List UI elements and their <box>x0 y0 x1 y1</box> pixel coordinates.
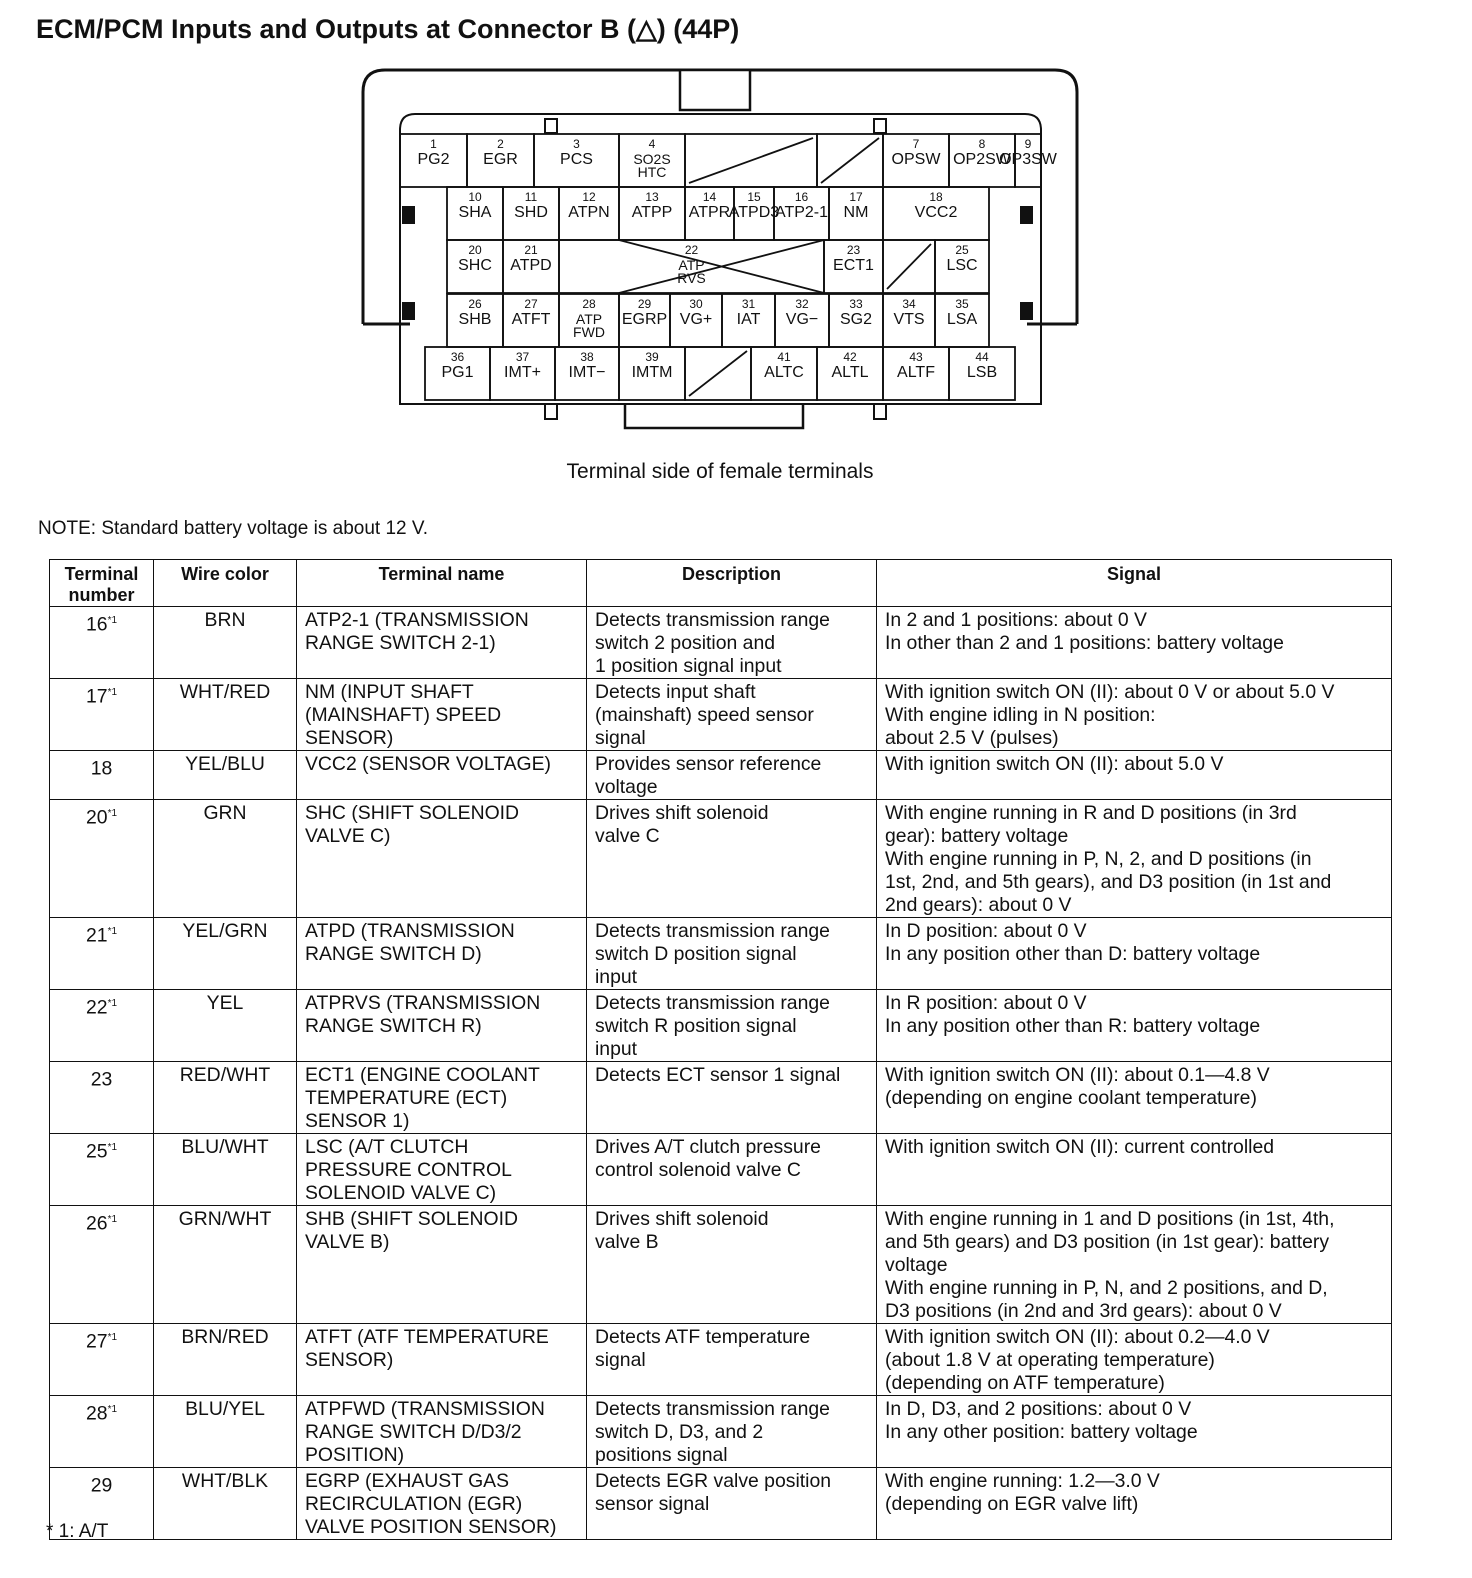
terminal-name: ECT1 (ENGINE COOLANT TEMPERATURE (ECT) SENSOR 1) <box>297 1062 587 1134</box>
description: Detects ECT sensor 1 signal <box>587 1062 877 1134</box>
pin-label: HTC <box>637 164 667 180</box>
pin-number: 26 <box>468 297 482 311</box>
terminal-name: ATPFWD (TRANSMISSION RANGE SWITCH D/D3/2 POSITION) <box>297 1396 587 1468</box>
terminal-name: EGRP (EXHAUST GAS RECIRCULATION (EGR) VALVE POSITION SENSOR) <box>297 1468 587 1540</box>
terminal-name: NM (INPUT SHAFT (MAINSHAFT) SPEED SENSOR) <box>297 679 587 751</box>
pin-label: ATPD <box>510 257 552 274</box>
signal: In D, D3, and 2 positions: about 0 V In any other position: battery voltage <box>877 1396 1392 1468</box>
voltage-note: NOTE: Standard battery voltage is about 12 V. <box>38 518 429 539</box>
signal: With engine running in 1 and D positions (in 1st, 4th, and 5th gears) and D3 position (in 1st gear): battery voltage With engine running in P, N, and 2 positions, and D, D3 positions (in 2nd and 3rd gears): about 0 V <box>877 1206 1392 1324</box>
pin-number: 34 <box>902 297 916 311</box>
pin-label: ATFT <box>511 311 551 328</box>
header-terminal-number: Terminal number <box>50 560 154 607</box>
table-row <box>50 918 1392 990</box>
terminal-name: ATPRVS (TRANSMISSION RANGE SWITCH R) <box>297 990 587 1062</box>
wire-color: BLU/YEL <box>154 1396 297 1468</box>
description: Drives shift solenoid valve C <box>587 800 877 918</box>
pin-number: 18 <box>929 190 943 204</box>
pin-label: LSA <box>946 311 978 328</box>
pin-number: 35 <box>955 297 969 311</box>
terminal-name: ATP2-1 (TRANSMISSION RANGE SWITCH 2-1) <box>297 607 587 679</box>
table-row <box>50 1062 1392 1134</box>
pin-number: 11 <box>524 190 538 204</box>
table-row <box>50 990 1392 1062</box>
signal: With engine running in R and D positions (in 3rd gear): battery voltage With engine running in P, N, 2, and D positions (in 1st, 2nd, and 5th gears), and D3 position (in 1st and 2nd gears): about 0 V <box>877 800 1392 918</box>
table-row <box>50 1396 1392 1468</box>
terminal-number: 22 <box>85 996 108 1019</box>
header-signal: Signal <box>877 560 1392 607</box>
terminal-name: ATFT (ATF TEMPERATURE SENSOR) <box>297 1324 587 1396</box>
terminal-number-cell <box>50 918 154 990</box>
pin-number: 13 <box>645 190 659 204</box>
pin-number: 9 <box>1024 137 1032 151</box>
diagram-caption: Terminal side of female terminals <box>566 460 874 483</box>
pin-number: 10 <box>468 190 482 204</box>
terminal-number-cell <box>50 1206 154 1324</box>
table-row <box>50 1324 1392 1396</box>
wire-color: WHT/RED <box>154 679 297 751</box>
terminal-number-cell <box>50 800 154 918</box>
table-row <box>50 1468 1392 1540</box>
pin-label: PG2 <box>417 151 450 168</box>
pin-number: 14 <box>702 190 717 204</box>
pin-label: OPSW <box>891 151 941 168</box>
pin-number: 12 <box>582 190 596 204</box>
pin-number: 25 <box>955 243 969 257</box>
pin-number: 4 <box>648 137 656 151</box>
terminal-number-cell <box>50 1396 154 1468</box>
wire-color: BLU/WHT <box>154 1134 297 1206</box>
table-row <box>50 1206 1392 1324</box>
footnote-mark: *1 <box>107 926 118 937</box>
terminal-number: 21 <box>85 924 108 947</box>
pin-number: 29 <box>637 297 652 311</box>
pin-label: IMTM <box>631 364 673 381</box>
pin-number: 41 <box>777 350 791 364</box>
pin-label: IMT− <box>568 364 606 381</box>
wire-color: GRN/WHT <box>154 1206 297 1324</box>
signal: With ignition switch ON (II): about 0.1—4.8 V (depending on engine coolant temperature) <box>877 1062 1392 1134</box>
terminal-number: 16 <box>85 613 108 636</box>
table-header-row <box>50 560 1392 607</box>
pin-number: 15 <box>747 190 761 204</box>
pin-number: 16 <box>794 190 809 204</box>
terminal-name: VCC2 (SENSOR VOLTAGE) <box>297 751 587 800</box>
description: Detects transmission range switch D, D3, and 2 positions signal <box>587 1396 877 1468</box>
table-row <box>50 751 1392 800</box>
terminal-number: 28 <box>85 1402 108 1425</box>
pin-label: PCS <box>560 151 593 168</box>
signal: With ignition switch ON (II): current controlled <box>877 1134 1392 1206</box>
description: Detects ATF temperature signal <box>587 1324 877 1396</box>
terminal-number-cell <box>50 679 154 751</box>
terminal-name: SHB (SHIFT SOLENOID VALVE B) <box>297 1206 587 1324</box>
terminal-number: 26 <box>85 1212 108 1235</box>
pin-number: 44 <box>975 350 989 364</box>
pin-number: 23 <box>846 243 861 257</box>
pin-number: 7 <box>912 137 920 151</box>
pin-label: IAT <box>736 311 761 328</box>
terminal-name: ATPD (TRANSMISSION RANGE SWITCH D) <box>297 918 587 990</box>
pin-label: SO2S <box>633 151 671 167</box>
terminal-number-cell <box>50 1062 154 1134</box>
wire-color: YEL/BLU <box>154 751 297 800</box>
pin-number: 42 <box>843 350 857 364</box>
pin-label: EGRP <box>621 311 668 328</box>
signal: In R position: about 0 V In any position other than R: battery voltage <box>877 990 1392 1062</box>
pin-label: SHC <box>458 257 492 274</box>
pin-label: IMT+ <box>504 364 541 381</box>
wire-color: YEL <box>154 990 297 1062</box>
signal: With ignition switch ON (II): about 5.0 V <box>877 751 1392 800</box>
pin-number: 36 <box>450 350 465 364</box>
pin-label: EGR <box>483 151 518 168</box>
pin-label: VTS <box>893 311 925 328</box>
pin-label: PG1 <box>441 364 474 381</box>
pin-label: OP2SW <box>953 151 1011 168</box>
pin-number: 27 <box>524 297 538 311</box>
header-description: Description <box>587 560 877 607</box>
pin-label: VG+ <box>679 311 713 328</box>
terminal-number: 29 <box>90 1474 113 1497</box>
pin-number: 3 <box>573 137 580 151</box>
pin-label: SHA <box>458 204 492 221</box>
terminal-number-cell <box>50 1324 154 1396</box>
terminal-number: 17 <box>85 685 108 708</box>
terminal-table <box>49 559 1392 1540</box>
pin-number: 17 <box>849 190 863 204</box>
footnote-mark: *1 <box>107 808 118 819</box>
terminal-number-cell <box>50 990 154 1062</box>
description: Drives A/T clutch pressure control solenoid valve C <box>587 1134 877 1206</box>
description: Detects transmission range switch D position signal input <box>587 918 877 990</box>
footnote-mark: *1 <box>107 615 118 626</box>
signal: With engine running: 1.2—3.0 V (depending on EGR valve lift) <box>877 1468 1392 1540</box>
pin-number: 43 <box>909 350 923 364</box>
footnote: * 1: A/T <box>46 1521 109 1542</box>
footnote-mark: *1 <box>107 1404 118 1415</box>
pin-number: 8 <box>978 137 986 151</box>
pin-number: 2 <box>497 137 504 151</box>
terminal-number: 25 <box>85 1140 108 1163</box>
pin-label: SG2 <box>839 311 873 328</box>
signal: In D position: about 0 V In any position other than D: battery voltage <box>877 918 1392 990</box>
terminal-number-cell <box>50 1134 154 1206</box>
terminal-number: 23 <box>90 1068 113 1091</box>
wire-color: GRN <box>154 800 297 918</box>
pin-label: ALTC <box>764 364 804 381</box>
pin-number: 31 <box>741 297 756 311</box>
header-terminal-name: Terminal name <box>297 560 587 607</box>
header-wire-color: Wire color <box>154 560 297 607</box>
pin-label: ALTF <box>897 364 935 381</box>
description: Drives shift solenoid valve B <box>587 1206 877 1324</box>
signal: With ignition switch ON (II): about 0.2—4.0 V (about 1.8 V at operating temperature) (depending on ATF temperature) <box>877 1324 1392 1396</box>
pin-label: ATPN <box>568 204 610 221</box>
footnote-mark: *1 <box>107 687 118 698</box>
pin-number: 28 <box>582 297 596 311</box>
pin-label: OP3SW <box>999 151 1057 168</box>
pin-label: ATPP <box>631 204 673 221</box>
description: Detects transmission range switch R position signal input <box>587 990 877 1062</box>
table-row <box>50 1134 1392 1206</box>
terminal-number: 27 <box>85 1330 108 1353</box>
footnote-mark: *1 <box>107 1142 118 1153</box>
terminal-name: SHC (SHIFT SOLENOID VALVE C) <box>297 800 587 918</box>
pin-label: SHD <box>514 204 548 221</box>
pin-number: 21 <box>524 243 538 257</box>
wire-color: YEL/GRN <box>154 918 297 990</box>
pin-label: FWD <box>573 324 605 340</box>
description: Detects EGR valve position sensor signal <box>587 1468 877 1540</box>
pin-number: 30 <box>689 297 703 311</box>
description: Provides sensor reference voltage <box>587 751 877 800</box>
pin-number: 38 <box>580 350 594 364</box>
footnote-mark: *1 <box>107 998 118 1009</box>
pin-number: 37 <box>515 350 530 364</box>
pin-label: ATP <box>575 311 603 327</box>
table-row <box>50 679 1392 751</box>
pin-label: ALTL <box>831 364 869 381</box>
description: Detects input shaft (mainshaft) speed sensor signal <box>587 679 877 751</box>
pin-number: 32 <box>795 297 809 311</box>
wire-color: RED/WHT <box>154 1062 297 1134</box>
wire-color: BRN <box>154 607 297 679</box>
terminal-number: 20 <box>85 806 108 829</box>
pin-label: LSB <box>966 364 998 381</box>
wire-color: BRN/RED <box>154 1324 297 1396</box>
table-row <box>50 800 1392 918</box>
connector-diagram <box>355 62 1085 437</box>
pin-label: LSC <box>946 257 978 274</box>
signal: In 2 and 1 positions: about 0 V In other than 2 and 1 positions: battery voltage <box>877 607 1392 679</box>
pin-number: 20 <box>468 243 482 257</box>
pin-number: 22 <box>684 243 699 257</box>
terminal-number: 18 <box>90 757 113 780</box>
pin-label: ATP <box>678 257 705 273</box>
pin-label: NM <box>843 204 869 221</box>
terminal-number-cell <box>50 751 154 800</box>
pin-label: SHB <box>458 311 492 328</box>
pin-label: RVS <box>677 270 706 286</box>
wire-color: WHT/BLK <box>154 1468 297 1540</box>
description: Detects transmission range switch 2 position and 1 position signal input <box>587 607 877 679</box>
pin-label: VG− <box>785 311 819 328</box>
terminal-number-cell <box>50 607 154 679</box>
pin-label: ATPD3 <box>728 204 780 221</box>
pin-number: 39 <box>645 350 659 364</box>
pin-number: 1 <box>430 137 437 151</box>
table-row <box>50 607 1392 679</box>
signal: With ignition switch ON (II): about 0 V or about 5.0 V With engine idling in N position: about 2.5 V (pulses) <box>877 679 1392 751</box>
pin-label: VCC2 <box>914 204 958 221</box>
page-title: ECM/PCM Inputs and Outputs at Connector B (△) (44P) <box>36 14 740 44</box>
pin-label: ATPR <box>688 204 731 221</box>
footnote-mark: *1 <box>107 1214 118 1225</box>
pin-label: ECT1 <box>833 257 874 274</box>
pin-number: 33 <box>849 297 863 311</box>
terminal-name: LSC (A/T CLUTCH PRESSURE CONTROL SOLENOID VALVE C) <box>297 1134 587 1206</box>
pin-label: ATP2-1 <box>774 204 829 221</box>
footnote-mark: *1 <box>107 1332 118 1343</box>
